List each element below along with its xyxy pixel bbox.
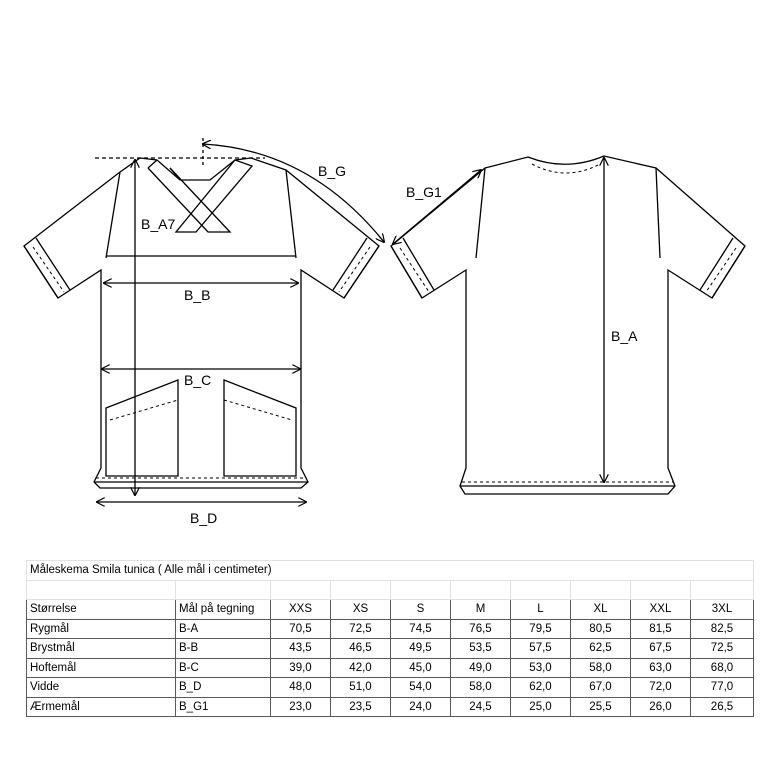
spacer-row: [27, 580, 754, 600]
front-view: [24, 158, 379, 488]
header-row: [27, 600, 754, 620]
value-cell: 26,5: [691, 697, 754, 717]
value-cell: 53,5: [451, 639, 511, 659]
value-cell: 53,0: [511, 658, 571, 678]
label-b-b: B_B: [184, 287, 211, 303]
row-label: Vidde: [27, 678, 176, 698]
front-outline: [24, 158, 379, 488]
header-cell: XS: [331, 600, 391, 620]
label-b-g: B_G: [318, 163, 347, 179]
label-b-d: B_D: [190, 510, 218, 526]
value-cell: 49,0: [451, 658, 511, 678]
row-code: B_D: [176, 678, 271, 698]
value-cell: 58,0: [451, 678, 511, 698]
left-pocket: [106, 380, 178, 476]
value-cell: 81,5: [631, 619, 691, 639]
table-row: [27, 697, 754, 717]
row-label: Ærmemål: [27, 697, 176, 717]
row-code: B-B: [176, 639, 271, 659]
header-cell: Størrelse: [27, 600, 176, 620]
value-cell: 74,5: [391, 619, 451, 639]
value-cell: 46,5: [331, 639, 391, 659]
value-cell: 77,0: [691, 678, 754, 698]
row-code: B-A: [176, 619, 271, 639]
value-cell: 72,5: [691, 639, 754, 659]
value-cell: 80,5: [571, 619, 631, 639]
value-cell: 62,0: [511, 678, 571, 698]
table-row: [27, 639, 754, 659]
value-cell: 63,0: [631, 658, 691, 678]
header-cell: L: [511, 600, 571, 620]
value-cell: 26,0: [631, 697, 691, 717]
value-cell: 24,5: [451, 697, 511, 717]
value-cell: 48,0: [271, 678, 331, 698]
row-label: Rygmål: [27, 619, 176, 639]
size-table: [26, 560, 754, 717]
label-b-c: B_C: [184, 372, 212, 388]
header-cell: XXS: [271, 600, 331, 620]
value-cell: 42,0: [331, 658, 391, 678]
value-cell: 79,5: [511, 619, 571, 639]
table-title: Måleskema Smila tunica ( Alle mål i centimeter): [27, 561, 754, 581]
value-cell: 67,0: [571, 678, 631, 698]
value-cell: 58,0: [571, 658, 631, 678]
value-cell: 49,5: [391, 639, 451, 659]
value-cell: 43,5: [271, 639, 331, 659]
header-cell: XXL: [631, 600, 691, 620]
value-cell: 45,0: [391, 658, 451, 678]
header-cell: 3XL: [691, 600, 754, 620]
value-cell: 57,5: [511, 639, 571, 659]
value-cell: 72,0: [631, 678, 691, 698]
value-cell: 72,5: [331, 619, 391, 639]
row-code: B_G1: [176, 697, 271, 717]
value-cell: 54,0: [391, 678, 451, 698]
row-label: Hoftemål: [27, 658, 176, 678]
value-cell: 23,5: [331, 697, 391, 717]
table-row: [27, 658, 754, 678]
header-cell: S: [391, 600, 451, 620]
measure-b-g1-line: [393, 170, 481, 244]
right-pocket: [224, 380, 296, 476]
value-cell: 76,5: [451, 619, 511, 639]
value-cell: 68,0: [691, 658, 754, 678]
value-cell: 62,5: [571, 639, 631, 659]
header-cell: M: [451, 600, 511, 620]
value-cell: 25,5: [571, 697, 631, 717]
value-cell: 23,0: [271, 697, 331, 717]
value-cell: 25,0: [511, 697, 571, 717]
row-code: B-C: [176, 658, 271, 678]
table-row: [27, 619, 754, 639]
value-cell: 51,0: [331, 678, 391, 698]
value-cell: 39,0: [271, 658, 331, 678]
label-b-a7: B_A7: [141, 216, 176, 232]
back-outline: [391, 156, 745, 494]
header-cell: XL: [571, 600, 631, 620]
header-cell: Mål på tegning: [176, 600, 271, 620]
value-cell: 24,0: [391, 697, 451, 717]
label-b-a: B_A: [611, 328, 638, 344]
value-cell: 82,5: [691, 619, 754, 639]
table-row: [27, 678, 754, 698]
back-view: [391, 156, 745, 494]
label-b-g1: B_G1: [406, 184, 442, 200]
value-cell: 67,5: [631, 639, 691, 659]
value-cell: 70,5: [271, 619, 331, 639]
measurement-sheet: [26, 560, 754, 717]
row-label: Brystmål: [27, 639, 176, 659]
title-row: [27, 561, 754, 581]
